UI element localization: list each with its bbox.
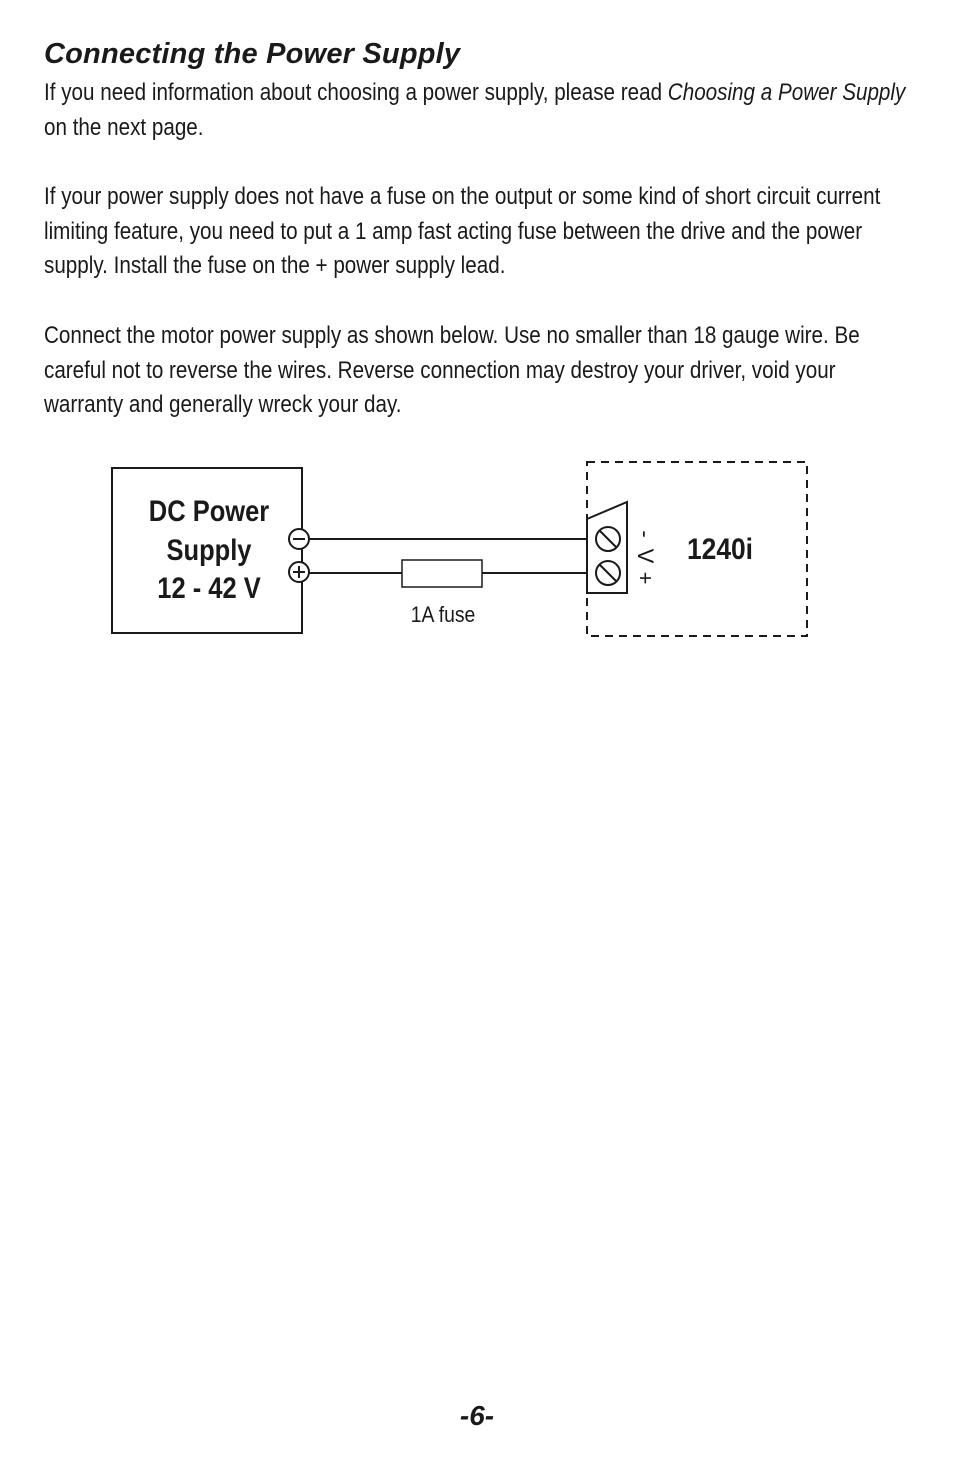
terminal-v-label: V <box>633 548 658 564</box>
terminal-minus-label: - <box>633 530 658 538</box>
connection-paragraph: Connect the motor power supply as shown below. Use no smaller than 18 gauge wire. Be careful not to reverse the wires. Reverse connection may destroy your driver, void your warranty and generally wreck your day. <box>44 322 860 418</box>
drive-model-label: 1240i <box>686 531 754 566</box>
intro-text-after: on the next page. <box>44 113 204 141</box>
terminal-plus-label: + <box>633 571 658 585</box>
fuse-paragraph: If your power supply does not have a fuse on the output or some kind of short circuit current limiting feature, you need to put a 1 amp fast acting fuse between the drive and the power supply. Install the fuse on the + power supply lead. <box>44 183 881 279</box>
power-supply-label-line1: DC Power <box>148 494 270 528</box>
power-supply-label-line2: Supply <box>166 533 252 567</box>
power-supply-voltage: 12 - 42 V <box>157 571 261 605</box>
section-heading: Connecting the Power Supply <box>44 38 461 70</box>
fuse-label: 1A fuse <box>410 602 476 628</box>
page-number: -6- <box>459 1400 495 1431</box>
reference-link-text: Choosing a Power Supply <box>667 79 906 106</box>
fuse-symbol <box>402 560 482 587</box>
intro-text-before: If you need information about choosing a power supply, please read <box>44 79 668 106</box>
wiring-diagram <box>0 0 954 700</box>
